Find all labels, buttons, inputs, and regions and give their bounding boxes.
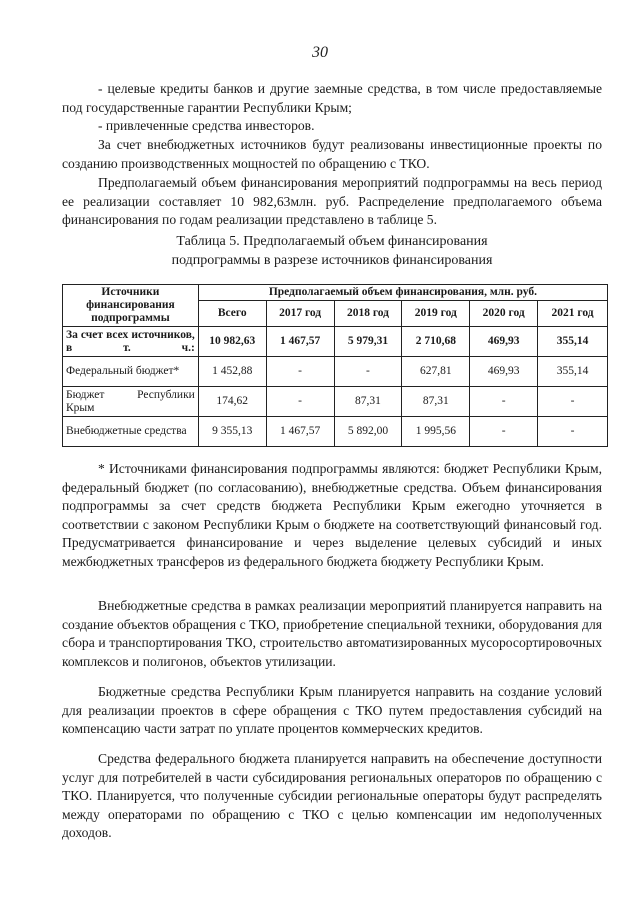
col-header-2021: 2021 год bbox=[538, 301, 608, 327]
cell-value: - bbox=[266, 357, 334, 387]
table-caption bbox=[62, 233, 602, 270]
col-header-2017: 2017 год bbox=[266, 301, 334, 327]
cell-value: 355,14 bbox=[538, 327, 608, 357]
body-paragraph-3: Средства федерального бюджета планируется направить на обеспечение доступности услуг для потребителей в части субсидирования региональных операторов по обращению с ТКО. Планируется, что полученные субсидии региональные операторы будут распределять между операторами по обращению с ТКО с целью компенсации им недополученных доходов. bbox=[62, 751, 602, 841]
cell-value: - bbox=[538, 417, 608, 447]
intro-paragraph-1: - целевые кредиты банков и другие заемные средства, в том числе предоставляемые под государственные гарантии Республики Крым; bbox=[62, 81, 602, 115]
cell-value: 87,31 bbox=[402, 387, 470, 417]
header-source: Источники финансирования подпрограммы bbox=[63, 285, 199, 327]
row-source-federal: Федеральный бюджет* bbox=[63, 357, 199, 387]
cell-value: 87,31 bbox=[334, 387, 402, 417]
cell-value: - bbox=[470, 387, 538, 417]
footnote: * Источниками финансирования подпрограммы являются: бюджет Республики Крым, федеральный бюджет (по согласованию), внебюджетные средства. Объем финансирования подпрограммы за счет средств бюджета Республики Крым ежегодно уточняется в соответствии с законом Республики Крым о бюджете на соответствующий финансовый год. Предусматривается финансирование и через выделение целевых субсидий и иных межбюджетных трансферов из федерального бюджета бюджету Республики Крым. bbox=[62, 461, 602, 569]
body-paragraph-2: Бюджетные средства Республики Крым планируется направить на создание условий для реализации проектов в сфере обращения с ТКО путем предоставления субсидий на компенсацию части затрат по уплате процентов коммерческих кредитов. bbox=[62, 684, 602, 737]
table-caption-line1: Таблица 5. Предполагаемый объем финансирования bbox=[176, 234, 488, 249]
cell-value: - bbox=[470, 417, 538, 447]
intro-paragraph-4: Предполагаемый объем финансирования мероприятий подпрограммы на весь период ее реализации составляет 10 982,63млн. руб. Распределение предполагаемого объема финансирования по годам реализации представлено в таблице 5. bbox=[62, 175, 602, 228]
cell-value: - bbox=[266, 387, 334, 417]
table-row bbox=[63, 387, 608, 417]
table-row bbox=[63, 357, 608, 387]
cell-value: 355,14 bbox=[538, 357, 608, 387]
cell-value: 174,62 bbox=[198, 387, 266, 417]
col-header-2020: 2020 год bbox=[470, 301, 538, 327]
row-source-all: За счет всех источников, в т. ч.: bbox=[63, 327, 199, 357]
cell-value: 2 710,68 bbox=[402, 327, 470, 357]
table-caption-line2: подпрограммы в разрезе источников финансирования bbox=[171, 252, 493, 268]
financing-table bbox=[62, 284, 608, 447]
cell-value: 469,93 bbox=[470, 357, 538, 387]
cell-value: 5 979,31 bbox=[334, 327, 402, 357]
col-header-2018: 2018 год bbox=[334, 301, 402, 327]
page-number: 30 bbox=[312, 44, 328, 61]
cell-value: 1 452,88 bbox=[198, 357, 266, 387]
header-group: Предполагаемый объем финансирования, млн. руб. bbox=[198, 285, 607, 301]
cell-value: 1 995,56 bbox=[402, 417, 470, 447]
cell-value: 627,81 bbox=[402, 357, 470, 387]
body-paragraph-1: Внебюджетные средства в рамках реализации мероприятий планируется направить на создание объектов обращения с ТКО, приобретение специальной техники, оборудования для сбора и транспортирования ТКО, строительство автоматизированных мусоросортировочных комплексов и полигонов, объектов утилизации. bbox=[62, 598, 602, 669]
cell-value: 9 355,13 bbox=[198, 417, 266, 447]
table-row bbox=[63, 417, 608, 447]
intro-paragraph-3: За счет внебюджетных источников будут реализованы инвестиционные проекты по созданию производственных мощностей по обращению с ТКО. bbox=[62, 137, 602, 171]
intro-paragraph-2: - привлеченные средства инвесторов. bbox=[98, 118, 315, 133]
table-row bbox=[63, 327, 608, 357]
cell-value: 10 982,63 bbox=[198, 327, 266, 357]
cell-value: 1 467,57 bbox=[266, 417, 334, 447]
col-header-2019: 2019 год bbox=[402, 301, 470, 327]
col-header-total: Всего bbox=[198, 301, 266, 327]
cell-value: - bbox=[538, 387, 608, 417]
cell-value: 1 467,57 bbox=[266, 327, 334, 357]
row-source-extrabudget: Внебюджетные средства bbox=[63, 417, 199, 447]
cell-value: 469,93 bbox=[470, 327, 538, 357]
cell-value: - bbox=[334, 357, 402, 387]
row-source-crimea: Бюджет Республики Крым bbox=[63, 387, 199, 417]
cell-value: 5 892,00 bbox=[334, 417, 402, 447]
